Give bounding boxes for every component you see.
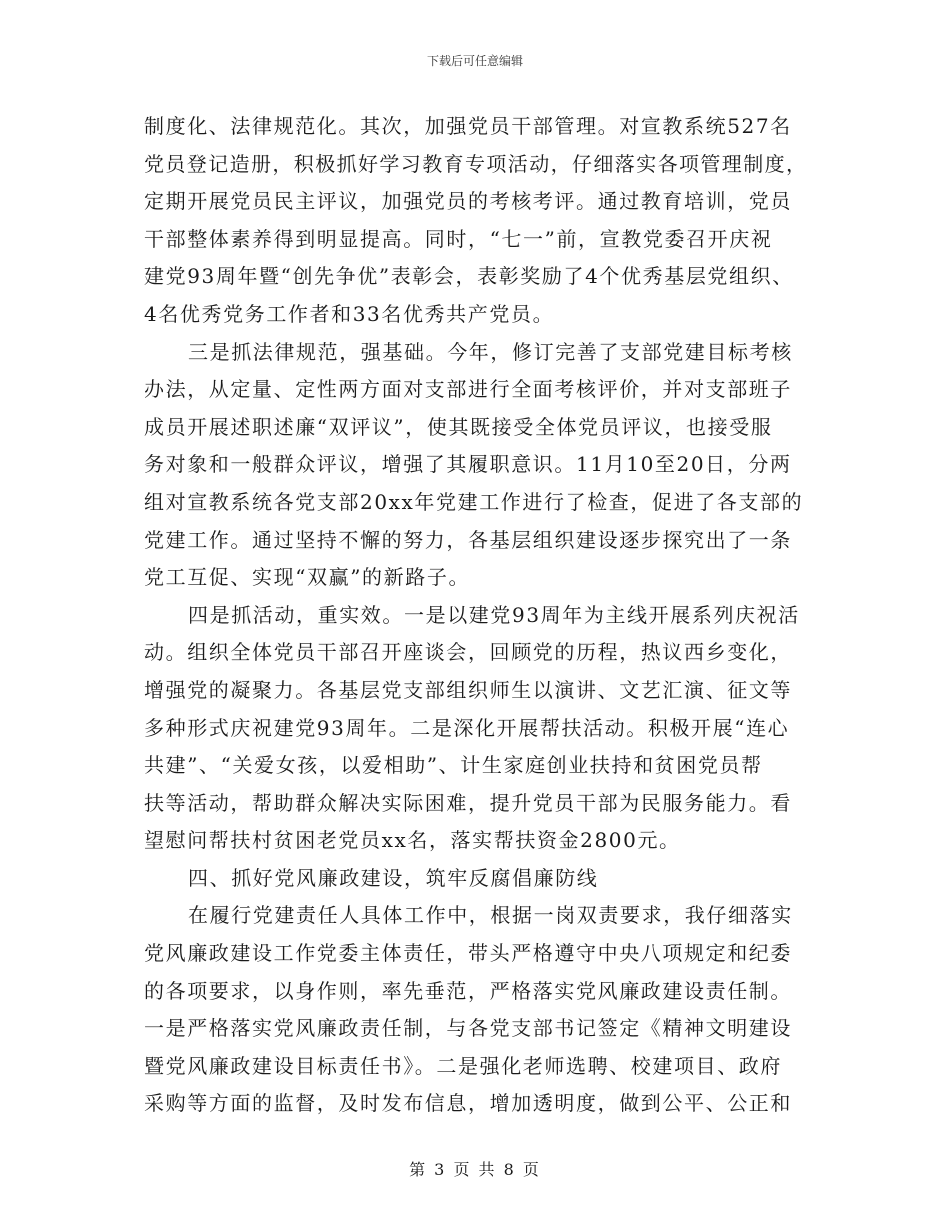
text-line: 暨党风廉政建设目标责任书》。二是强化老师选聘、校建项目、政府 [144, 1053, 782, 1078]
text-line: 扶等活动，帮助群众解决实际困难，提升党员干部为民服务能力。看 [144, 790, 792, 815]
text-line: 共建”、“关爱女孩，以爱相助”、计生家庭创业扶持和贫困党员帮 [144, 753, 763, 778]
text-line: 建党93周年暨“创先争优”表彰会，表彰奖励了4个优秀基层党组织、 [144, 264, 794, 289]
text-line: 党建工作。通过坚持不懈的努力，各基层组织建设逐步探究出了一条 [144, 527, 792, 552]
text-line: 定期开展党员民主评议，加强党员的考核考评。通过教育培训，党员 [144, 189, 792, 214]
text-line: 制度化、法律规范化。其次，加强党员干部管理。对宣教系统527名 [144, 114, 792, 138]
text-line: 多种形式庆祝建党93周年。二是深化开展帮扶活动。积极开展“连心 [144, 715, 790, 740]
text-line: 望慰问帮扶村贫困老党员xx名，落实帮扶资金2800元。 [144, 828, 681, 853]
text-line: 党员登记造册，积极抓好学习教育专项活动，仔细落实各项管理制度， [144, 151, 808, 176]
text-line: 一是严格落实党风廉政责任制，与各党支部书记签定《精神文明建设 [144, 1016, 792, 1041]
text-line: 4名优秀党务工作者和33名优秀共产党员。 [144, 301, 555, 326]
text-line: 采购等方面的监督，及时发布信息，增加透明度，做到公平、公正和 [144, 1091, 792, 1116]
text-line: 办法，从定量、定性两方面对支部进行全面考核评价，并对支部班子 [144, 377, 792, 402]
text-line: 党风廉政建设工作党委主体责任，带头严格遵守中央八项规定和纪委 [144, 941, 792, 966]
body-text [144, 108, 810, 1123]
text-line: 动。组织全体党员干部召开座谈会，回顾党的历程，热议西乡变化， [144, 640, 792, 665]
text-line: 的各项要求，以身作则，率先垂范，严格落实党风廉政建设责任制。 [144, 978, 792, 1003]
text-line: 组对宣教系统各党支部20xx年党建工作进行了检查，促进了各支部的 [144, 489, 804, 514]
page-footer: 第 3 页 共 8 页 [409, 1160, 541, 1179]
text-line: 在履行党建责任人具体工作中，根据一岗双责要求，我仔细落实 [188, 903, 793, 928]
text-line: 增强党的凝聚力。各基层党支部组织师生以演讲、文艺汇演、征文等 [144, 677, 792, 702]
text-line: 党工互促、实现“双赢”的新路子。 [144, 565, 471, 590]
text-line: 四是抓活动，重实效。一是以建党93周年为主线开展系列庆祝活 [188, 602, 800, 627]
text-line: 干部整体素养得到明显提高。同时，“七一”前，宣教党委召开庆祝 [144, 226, 773, 251]
text-line: 四、抓好党风廉政建设，筑牢反腐倡廉防线 [188, 865, 599, 890]
text-line: 三是抓法律规范，强基础。今年，修订完善了支部党建目标考核 [188, 339, 793, 364]
text-line: 成员开展述职述廉“双评议”，使其既接受全体党员评议，也接受服 [144, 414, 773, 439]
page-header: 下载后可任意编辑 [426, 54, 523, 68]
text-line: 务对象和一般群众评议，增强了其履职意识。11月10至20日，分两 [144, 452, 792, 477]
